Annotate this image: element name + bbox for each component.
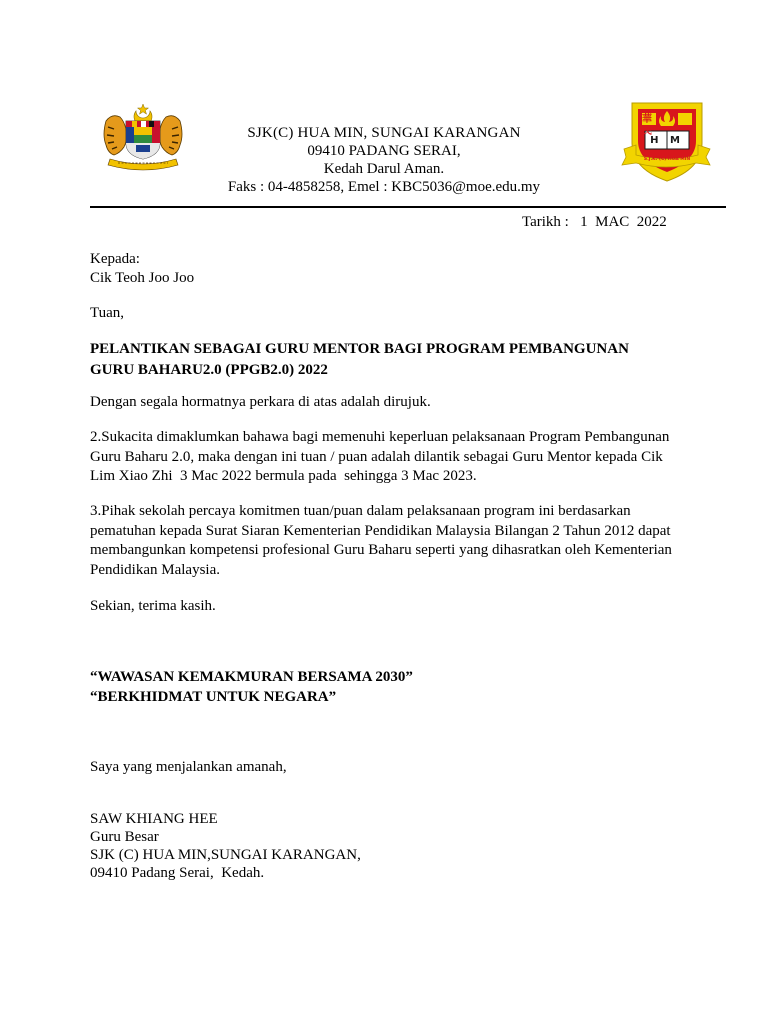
- letterhead-divider: [90, 206, 726, 208]
- recipient-label: Kepada:: [90, 251, 140, 267]
- subject-line-1: PELANTIKAN SEBAGAI GURU MENTOR BAGI PROGRAM PEMBANGUNAN: [90, 341, 629, 357]
- recipient-name: Cik Teoh Joo Joo: [90, 270, 195, 286]
- school-contact: Faks : 04-4858258, Emel : KBC5036@moe.edu.my: [227, 179, 541, 195]
- salutation: Tuan,: [90, 305, 125, 321]
- school-crest-top-chars: 華 民: [642, 114, 665, 137]
- slogan-1: “WAWASAN KEMAKMURAN BERSAMA 2030”: [90, 669, 413, 685]
- school-state: Kedah Darul Aman.: [323, 161, 445, 177]
- slogan-2: “BERKHIDMAT UNTUK NEGARA”: [90, 689, 337, 705]
- signature-block: [90, 810, 361, 882]
- signatory-name: SAW KHIANG HEE: [90, 811, 218, 827]
- signatory-address: 09410 Padang Serai, Kedah.: [90, 865, 265, 881]
- paragraph-3: [90, 502, 690, 580]
- letter-subject: [90, 339, 650, 381]
- paragraph-2: [90, 428, 690, 487]
- paragraph-3-line: Pendidikan Malaysia.: [90, 561, 220, 578]
- paragraph-3-line: membangunkan kompetensi profesional Guru Baharu seperti yang dihasratkan oleh Kementerian: [90, 542, 672, 558]
- recipient-block: [90, 250, 194, 288]
- paragraph-1: Dengan segala hormatnya perkara di atas adalah dirujuk.: [90, 394, 431, 410]
- school-name: SJK(C) HUA MIN, SUNGAI KARANGAN: [247, 125, 521, 141]
- closing-thanks: Sekian, terima kasih.: [90, 598, 216, 614]
- paragraph-3-line: 3.Pihak sekolah percaya komitmen tuan/puan dalam pelaksanaan program ini berdasarkan: [90, 503, 631, 519]
- paragraph-2-line: 2.Sukacita dimaklumkan bahawa bagi memenuhi keperluan pelaksanaan Program Pembangunan: [90, 429, 670, 445]
- letterhead: [200, 124, 568, 196]
- signatory-school: SJK (C) HUA MIN,SUNGAI KARANGAN,: [90, 847, 361, 863]
- school-crest-ribbon-text: S.J.K. (C) HUA MIN: [643, 157, 691, 162]
- school-postcode-town: 09410 PADANG SERAI,: [307, 143, 461, 159]
- malaysia-coat-of-arms-icon: [96, 101, 190, 173]
- closing-trust: Saya yang menjalankan amanah,: [90, 759, 287, 775]
- letter-date: Tarikh : 1 MAC 2022: [522, 214, 667, 230]
- slogans: [90, 667, 413, 707]
- paragraph-3-line: pematuhan kepada Surat Siaran Kementerian Pendidikan Malaysia Bilangan 2 Tahun 2012 dapat: [90, 522, 671, 539]
- paragraph-2-line: Lim Xiao Zhi 3 Mac 2022 bermula pada sehingga 3 Mac 2023.: [90, 468, 477, 484]
- paragraph-2-line: Guru Baharu 2.0, maka dengan ini tuan / puan adalah dilantik sebagai Guru Mentor kepada Cik: [90, 448, 663, 465]
- school-crest-initials: H M: [650, 135, 684, 146]
- signatory-title: Guru Besar: [90, 829, 159, 845]
- subject-line-2: GURU BAHARU2.0 (PPGB2.0) 2022: [90, 362, 328, 378]
